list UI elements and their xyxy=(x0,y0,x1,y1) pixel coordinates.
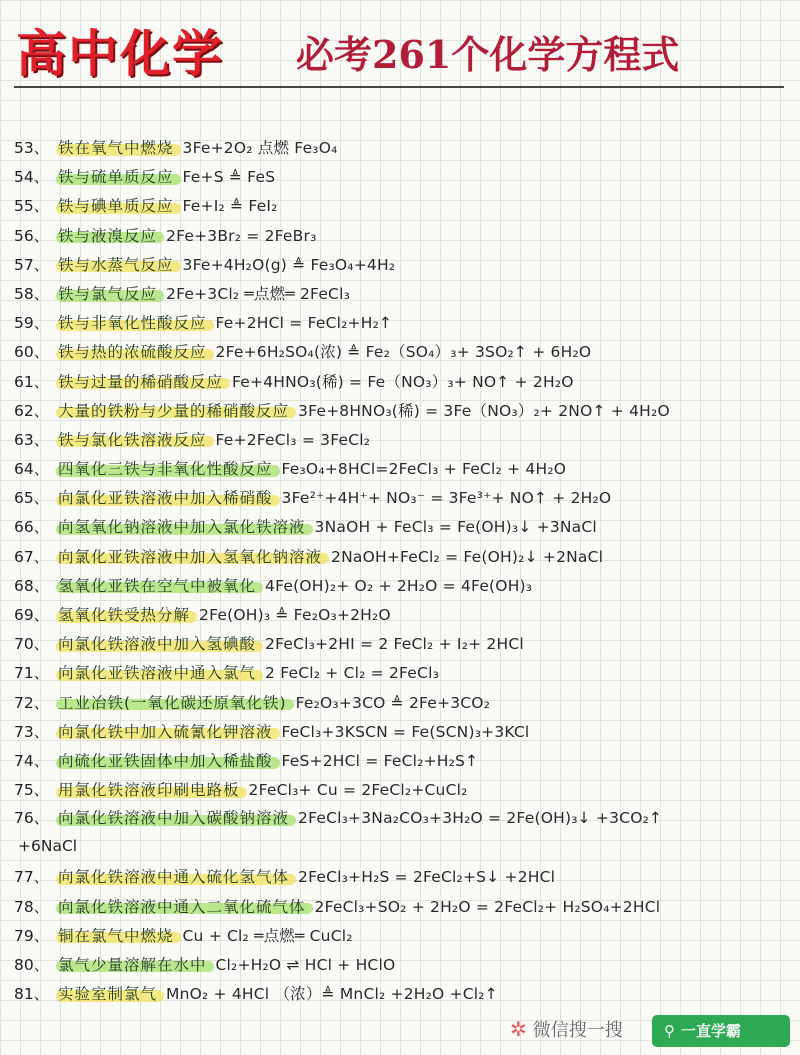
equation-row xyxy=(14,980,794,1009)
wechat-search-watermark xyxy=(510,1016,623,1042)
equation-row xyxy=(14,805,794,863)
equation-row xyxy=(14,747,794,776)
equation-row xyxy=(14,601,794,630)
chemical-equation: 2 FeCl₂ + Cl₂ = 2FeCl₃ xyxy=(265,664,439,683)
reaction-label: 向硫化亚铁固体中加入稀盐酸 xyxy=(58,752,276,770)
equation-row xyxy=(14,951,794,980)
reaction-label: 氢氧化亚铁在空气中被氧化 xyxy=(58,577,259,595)
wechat-search-logo-icon: ✲ xyxy=(510,1017,527,1041)
chemical-equation: 2Fe+6H₂SO₄(浓) ≜ Fe₂（SO₄）₃+ 3SO₂↑ + 6H₂O xyxy=(215,343,592,362)
chemical-equation: 3NaOH + FeCl₃ = Fe(OH)₃↓ +3NaCl xyxy=(314,518,597,537)
equation-number: 70、 xyxy=(14,635,50,654)
reaction-label: 氯气少量溶解在水中 xyxy=(58,956,210,974)
chemical-equation: 2FeCl₃+ Cu = 2FeCl₂+CuCl₂ xyxy=(248,781,468,800)
reaction-label: 向氯化铁溶液中加入氢碘酸 xyxy=(58,635,259,653)
chemical-equation: 3Fe+4H₂O(g) ≜ Fe₃O₄+4H₂ xyxy=(182,255,396,274)
reaction-label: 向氯化亚铁溶液中通入氯气 xyxy=(58,664,259,682)
chemical-equation: Cl₂+H₂O ⇌ HCl + HClO xyxy=(215,955,396,974)
reaction-label: 铜在氯气中燃烧 xyxy=(58,927,177,945)
equation-number: 62、 xyxy=(14,401,50,420)
chemical-equation: 2Fe+3Br₂ = 2FeBr₃ xyxy=(166,226,317,245)
equation-number: 63、 xyxy=(14,430,50,449)
page-header xyxy=(0,0,800,95)
equation-row xyxy=(14,222,794,251)
reaction-label: 铁在氧气中燃烧 xyxy=(58,139,177,157)
search-account-button[interactable] xyxy=(652,1015,790,1047)
reaction-label: 实验室制氯气 xyxy=(58,985,160,1003)
reaction-label: 向氢氧化钠溶液中加入氯化铁溶液 xyxy=(58,518,309,536)
equation-number: 53、 xyxy=(14,139,50,157)
equation-row xyxy=(14,543,794,572)
equation-row xyxy=(14,368,794,397)
chemical-equation: Fe+4HNO₃(稀) = Fe（NO₃）₃+ NO↑ + 2H₂O xyxy=(232,372,574,391)
equation-row xyxy=(14,280,794,309)
reaction-label: 铁与过量的稀硝酸反应 xyxy=(58,373,226,391)
equation-number: 57、 xyxy=(14,255,50,274)
chemical-equation: 2FeCl₃+SO₂ + 2H₂O = 2FeCl₂+ H₂SO₄+2HCl xyxy=(314,897,661,916)
equation-row xyxy=(14,134,794,163)
chemical-equation: Fe+2HCl = FeCl₂+H₂↑ xyxy=(215,314,393,333)
chemical-equation: 2NaOH+FeCl₂ = Fe(OH)₂↓ +2NaCl xyxy=(331,547,604,566)
equation-row xyxy=(14,163,794,192)
equation-number: 73、 xyxy=(14,722,50,741)
equation-row xyxy=(14,426,794,455)
reaction-label: 向氯化铁溶液中加入碳酸钠溶液 xyxy=(58,809,292,827)
equation-number: 56、 xyxy=(14,226,50,245)
equation-row xyxy=(14,338,794,367)
chemical-equation: 2Fe+3Cl₂ ═点燃═ 2FeCl₃ xyxy=(166,284,350,303)
equation-row xyxy=(14,630,794,659)
chemical-equation: Fe+I₂ ≜ FeI₂ xyxy=(182,197,278,216)
equation-number: 68、 xyxy=(14,576,50,595)
equation-number: 59、 xyxy=(14,314,50,333)
reaction-label: 用氯化铁溶液印刷电路板 xyxy=(58,781,243,799)
page-title: 高中化学 xyxy=(16,25,224,83)
equation-continuation: +6NaCl xyxy=(18,837,78,856)
reaction-label: 铁与非氧化性酸反应 xyxy=(58,314,210,332)
reaction-label: 铁与碘单质反应 xyxy=(58,197,177,215)
equation-row xyxy=(14,718,794,747)
equation-number: 74、 xyxy=(14,751,50,770)
equation-number: 71、 xyxy=(14,664,50,683)
reaction-label: 大量的铁粉与少量的稀硝酸反应 xyxy=(58,402,292,420)
equation-row xyxy=(14,192,794,221)
equation-number: 66、 xyxy=(14,518,50,537)
equation-number: 69、 xyxy=(14,606,50,624)
equation-row xyxy=(14,776,794,805)
chemical-equation: 3Fe+8HNO₃(稀) = 3Fe（NO₃）₂+ 2NO↑ + 4H₂O xyxy=(298,401,670,420)
equation-row xyxy=(14,572,794,601)
chemical-equation: FeCl₃+3KSCN = Fe(SCN)₃+3KCl xyxy=(281,722,530,741)
equation-row xyxy=(14,922,794,951)
chemical-equation: Cu + Cl₂ ═点燃═ CuCl₂ xyxy=(182,926,353,945)
equation-number: 65、 xyxy=(14,489,50,508)
equation-row xyxy=(14,659,794,688)
equation-number: 72、 xyxy=(14,693,50,712)
reaction-label: 铁与氯气反应 xyxy=(58,285,160,303)
equation-row xyxy=(14,689,794,718)
chemical-equation: 2FeCl₃+3Na₂CO₃+3H₂O = 2Fe(OH)₃↓ +3CO₂↑ xyxy=(298,809,663,828)
reaction-label: 铁与水蒸气反应 xyxy=(58,256,177,274)
equation-list xyxy=(14,134,794,1009)
reaction-label: 向氯化铁中加入硫氰化钾溶液 xyxy=(58,723,276,741)
equation-row xyxy=(14,484,794,513)
equation-number: 77、 xyxy=(14,868,50,887)
search-account-label: 一直学霸 xyxy=(681,1022,742,1040)
equation-number: 75、 xyxy=(14,781,50,800)
search-icon: ⚲ xyxy=(664,1022,675,1040)
chemical-equation: FeS+2HCl = FeCl₂+H₂S↑ xyxy=(281,751,479,770)
equation-number: 55、 xyxy=(14,197,50,216)
equation-number: 80、 xyxy=(14,955,50,974)
equation-number: 60、 xyxy=(14,343,50,362)
watermark-text: 微信搜一搜 xyxy=(532,1020,623,1041)
equation-row xyxy=(14,893,794,922)
reaction-label: 向氯化亚铁溶液中加入稀硝酸 xyxy=(58,489,276,507)
equation-row xyxy=(14,251,794,280)
equation-row xyxy=(14,309,794,338)
chemical-equation: 2FeCl₃+H₂S = 2FeCl₂+S↓ +2HCl xyxy=(298,868,556,887)
equation-number: 76、 xyxy=(14,809,50,828)
reaction-label: 氢氧化铁受热分解 xyxy=(58,606,193,624)
reaction-label: 铁与热的浓硫酸反应 xyxy=(58,343,210,361)
chemical-equation: Fe+2FeCl₃ = 3FeCl₂ xyxy=(215,430,371,449)
chemical-equation: 3Fe²⁺+4H⁺+ NO₃⁻ = 3Fe³⁺+ NO↑ + 2H₂O xyxy=(281,489,612,508)
equation-row xyxy=(14,513,794,542)
chemical-equation: MnO₂ + 4HCl （浓）≜ MnCl₂ +2H₂O +Cl₂↑ xyxy=(166,985,498,1004)
equation-row xyxy=(14,863,794,892)
reaction-label: 铁与氯化铁溶液反应 xyxy=(58,431,210,449)
reaction-label: 铁与液溴反应 xyxy=(58,227,160,245)
equation-number: 54、 xyxy=(14,168,50,187)
reaction-label: 四氧化三铁与非氧化性酸反应 xyxy=(58,460,276,478)
equation-number: 58、 xyxy=(14,284,50,303)
equation-number: 79、 xyxy=(14,926,50,945)
equation-row xyxy=(14,397,794,426)
equation-number: 61、 xyxy=(14,372,50,391)
equation-number: 81、 xyxy=(14,985,50,1004)
chemical-equation: 3Fe+2O₂ 点燃 Fe₃O₄ xyxy=(182,139,338,157)
chemical-equation: 2Fe(OH)₃ ≜ Fe₂O₃+2H₂O xyxy=(199,606,391,624)
equation-number: 67、 xyxy=(14,547,50,566)
equation-row xyxy=(14,455,794,484)
equation-number: 78、 xyxy=(14,897,50,916)
reaction-label: 向氯化铁溶液中通入硫化氢气体 xyxy=(58,868,292,886)
reaction-label: 向氯化铁溶液中通入二氧化硫气体 xyxy=(58,898,309,916)
title-underline xyxy=(14,86,784,88)
chemical-equation: 2FeCl₃+2HI = 2 FeCl₂ + I₂+ 2HCl xyxy=(265,635,524,654)
chemical-equation: 4Fe(OH)₂+ O₂ + 2H₂O = 4Fe(OH)₃ xyxy=(265,576,533,595)
page-subtitle: 必考261个化学方程式 xyxy=(296,32,680,77)
equation-number: 64、 xyxy=(14,460,50,479)
reaction-label: 工业冶铁(一氧化碳还原氧化铁) xyxy=(58,694,290,712)
reaction-label: 铁与硫单质反应 xyxy=(58,168,177,186)
chemical-equation: Fe₃O₄+8HCl=2FeCl₃ + FeCl₂ + 4H₂O xyxy=(281,460,567,479)
chemical-equation: Fe₂O₃+3CO ≜ 2Fe+3CO₂ xyxy=(295,693,491,712)
chemical-equation: Fe+S ≜ FeS xyxy=(182,168,276,187)
reaction-label: 向氯化亚铁溶液中加入氢氧化钠溶液 xyxy=(58,548,325,566)
